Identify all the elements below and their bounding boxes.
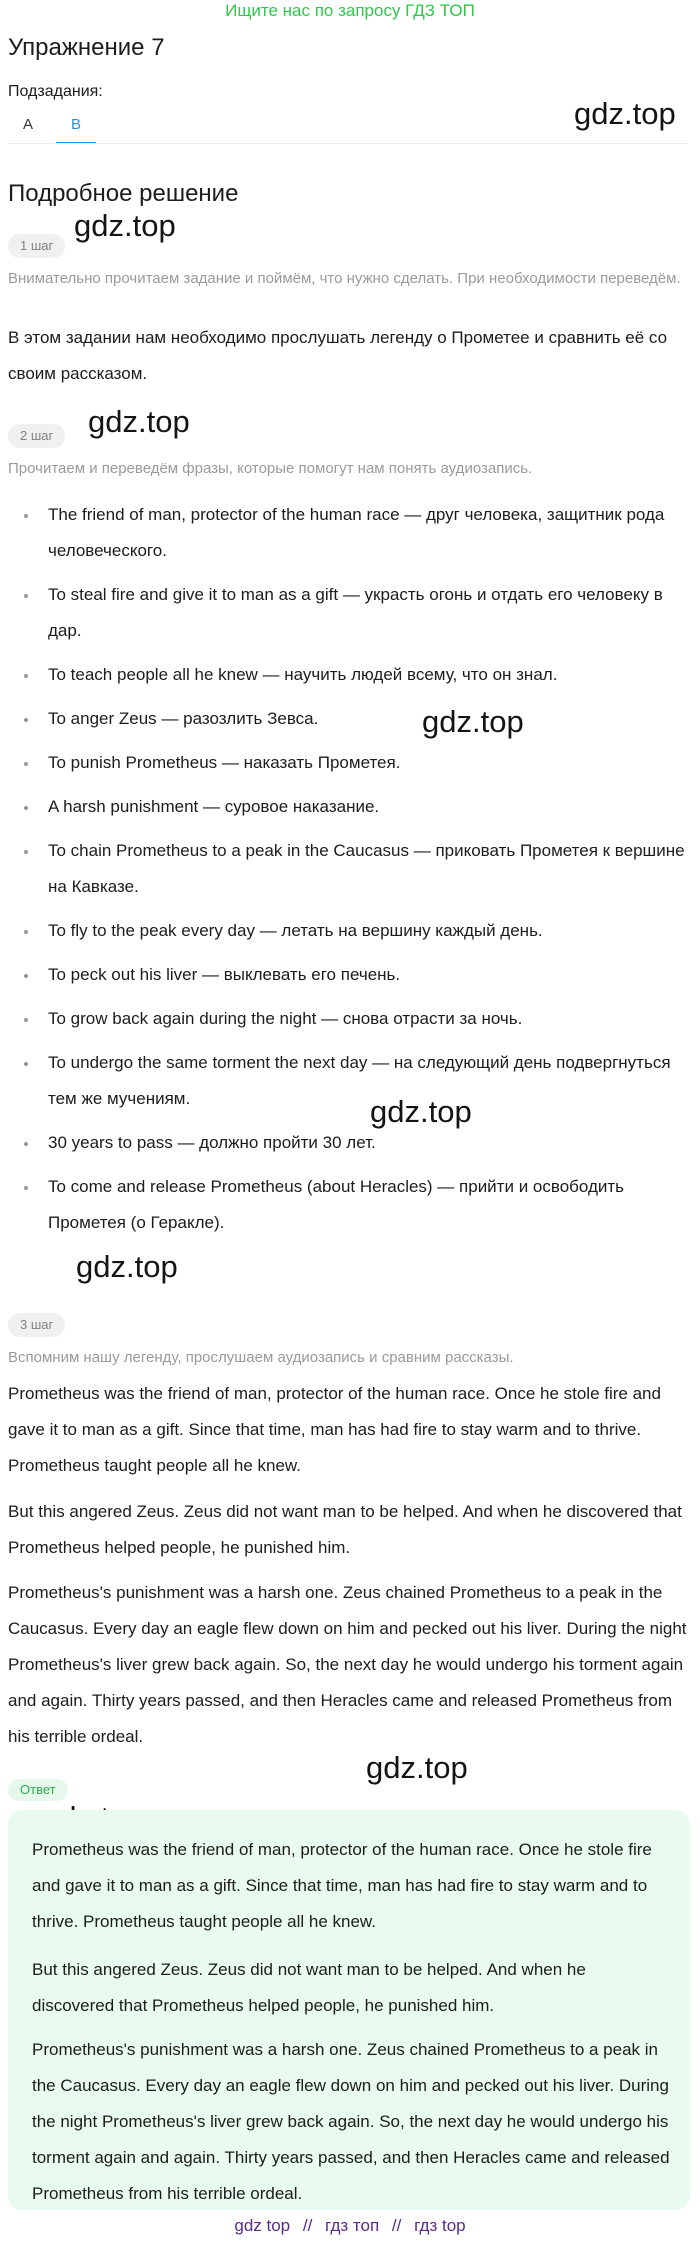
page-title: Упражнение 7 [8, 34, 165, 61]
answer-paragraph: Prometheus's punishment was a harsh one. Zeus chained Prometheus to a peak in the Caucasus. Every day an eagle flew down on him and pecked out his liver. During the night Prometheus's liver grew back again. So, the next day he would undergo his torment again and again. Thirty years passed, and then Heracles came and released Prometheus from his terrible ordeal. [32, 2040, 670, 2203]
list-item: 30 years to pass — должно пройти 30 лет. [0, 1125, 700, 1161]
watermark: gdz.top [76, 1249, 178, 1284]
watermark: gdz.top [366, 1750, 468, 1785]
step-badge: 2 шаг [8, 424, 65, 448]
answer-paragraph: But this angered Zeus. Zeus did not want man to be helped. And when he discovered that Prometheus helped people, he punished him. [32, 1960, 586, 2015]
watermark: gdz.top [574, 96, 676, 131]
watermark: gdz.top [422, 704, 524, 739]
footer-link[interactable]: gdz top [234, 2216, 291, 2235]
step-badge: 1 шаг [8, 234, 65, 258]
step-hint: Вспомним нашу легенду, прослушаем аудиозапись и сравним рассказы. [8, 1349, 514, 1366]
watermark: gdz.top [74, 208, 176, 243]
step-paragraph: Prometheus's punishment was a harsh one. Zeus chained Prometheus to a peak in the Caucasus. Every day an eagle flew down on him and pecked out his liver. During the night Prometheus's liver grew back again. So, the next day he would undergo his torment again and again. Thirty years passed, and then Heracles came and released Prometheus from his terrible ordeal. [8, 1583, 687, 1746]
solution-title: Подробное решение [8, 180, 239, 207]
list-item: To peck out his liver — выклевать его печень. [0, 957, 700, 993]
step-paragraph: But this angered Zeus. Zeus did not want man to be helped. And when he discovered that Prometheus helped people, he punished him. [8, 1502, 682, 1557]
answer-box [8, 1810, 690, 2210]
answer-badge: Ответ [8, 1779, 68, 1801]
list-item: To grow back again during the night — снова отрасти за ночь. [0, 1001, 700, 1037]
list-item: To undergo the same torment the next day — на следующий день подвергнуться тем же мучениям. [0, 1045, 700, 1117]
footer-links [0, 2216, 700, 2242]
subtasks-label: Подзадания: [8, 83, 103, 100]
list-item: To steal fire and give it to man as a gift — украсть огонь и отдать его человеку в дар. [0, 577, 700, 649]
step-hint: Прочитаем и переведём фразы, которые помогут нам понять аудиозапись. [8, 460, 533, 477]
answer-paragraph: Prometheus was the friend of man, protector of the human race. Once he stole fire and gave it to man as a gift. Since that time, man has had fire to stay warm and to thrive. Prometheus taught people all he knew. [32, 1840, 652, 1931]
list-item: To fly to the peak every day — летать на вершину каждый день. [0, 913, 700, 949]
tab-a[interactable]: A [22, 116, 33, 133]
list-item: To come and release Prometheus (about Heracles) — прийти и освободить Прометея (о Геракле). [0, 1169, 700, 1241]
promo-banner[interactable]: Ищите нас по запросу ГДЗ ТОП [225, 1, 475, 20]
watermark: gdz.top [370, 1094, 472, 1129]
phrase-list [0, 497, 700, 1249]
list-item: To anger Zeus — разозлить Зевса. [0, 701, 700, 737]
step-text: В этом задании нам необходимо прослушать легенду о Прометее и сравнить её со своим рассказом. [8, 328, 668, 383]
list-item: The friend of man, protector of the human race — друг человека, защитник рода человеческого. [0, 497, 700, 569]
footer-separator: // [391, 2216, 402, 2235]
step-hint: Внимательно прочитаем задание и поймём, что нужно сделать. При необходимости переведём. [8, 270, 681, 287]
step-paragraph: Prometheus was the friend of man, protector of the human race. Once he stole fire and gave it to man as a gift. Since that time, man has had fire to stay warm and to thrive. Prometheus taught people all he knew. [8, 1384, 661, 1475]
tab-b[interactable]: B [56, 108, 96, 144]
list-item: To chain Prometheus to a peak in the Caucasus — приковать Прометея к вершине на Кавказе. [0, 833, 700, 905]
footer-link[interactable]: гдз топ [325, 2216, 380, 2235]
list-item: To teach people all he knew — научить людей всему, что он знал. [0, 657, 700, 693]
footer-link[interactable]: гдз top [414, 2216, 466, 2235]
footer-separator: // [302, 2216, 313, 2235]
list-item: A harsh punishment — суровое наказание. [0, 789, 700, 825]
list-item: To punish Prometheus — наказать Прометея. [0, 745, 700, 781]
step-badge: 3 шаг [8, 1313, 65, 1337]
tabs-divider [8, 143, 688, 144]
watermark: gdz.top [88, 404, 190, 439]
